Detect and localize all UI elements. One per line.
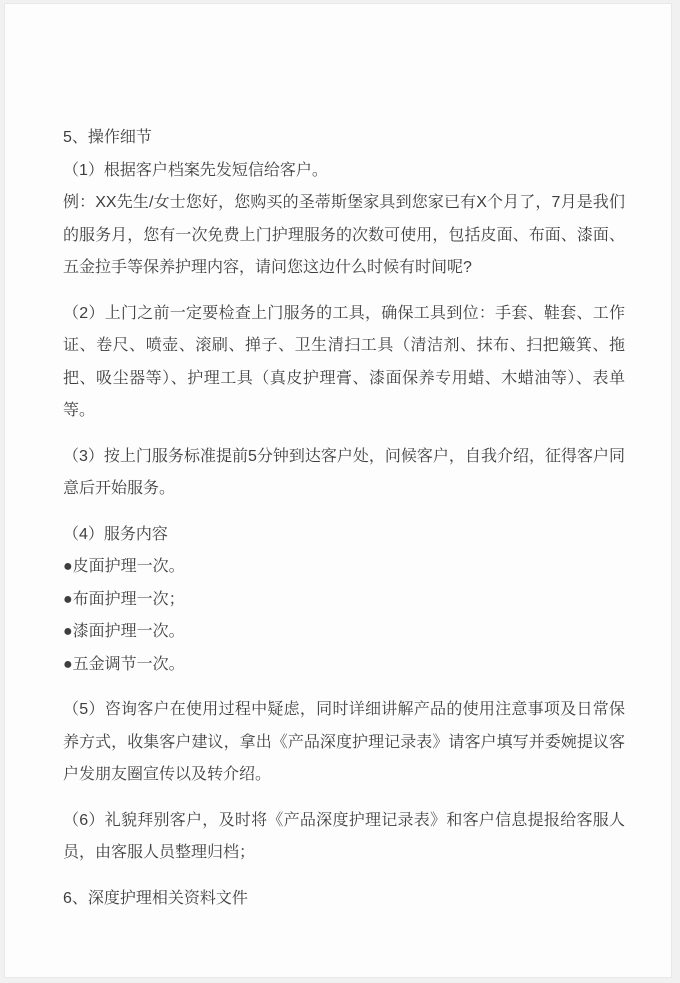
example-text: 例：XX先生/女士您好，您购买的圣蒂斯堡家具到您家已有X个月了，7月是我们的服务月，您有一次免费上门护理服务的次数可使用，包括皮面、布面、漆面、五金拉手等保养护理内容，请问您这边什么时候有时间呢? (63, 194, 625, 276)
section-heading: 6、深度护理相关资料文件 (63, 889, 248, 907)
numbered-item: （1）根据客户档案先发短信给客户。 (63, 161, 328, 179)
document-page (4, 3, 672, 978)
bullet-item: ●布面护理一次； (63, 590, 185, 608)
bullet-item: ●五金调节一次。 (63, 655, 185, 673)
numbered-item: （2）上门之前一定要检查上门服务的工具，确保工具到位：手套、鞋套、工作证、卷尺、喷壶、滚刷、掸子、卫生清扫工具（清洁剂、抹布、扫把簸箕、拖把、吸尘器等）、护理工具（真皮护理膏、漆面保养专用蜡、木蜡油等）、表单等。 (63, 304, 625, 419)
numbered-item: （4）服务内容 (63, 525, 168, 543)
bullet-item: ●漆面护理一次。 (63, 623, 185, 640)
section-heading: 5、操作细节 (63, 129, 152, 146)
bullet-item: ●皮面护理一次。 (63, 558, 185, 575)
numbered-item: （5）咨询客户在使用过程中疑虑，同时详细讲解产品的使用注意事项及日常保养方式，收集客户建议，拿出《产品深度护理记录表》请客户填写并委婉提议客户发朋友圈宣传以及转介绍。 (63, 701, 625, 783)
document-body (63, 122, 625, 915)
numbered-item: （3）按上门服务标准提前5分钟到达客户处，问候客户，自我介绍，征得客户同意后开始服务。 (63, 447, 625, 497)
numbered-item: （6）礼貌拜别客户，及时将《产品深度护理记录表》和客户信息提报给客服人员，由客服人员整理归档； (63, 811, 625, 861)
